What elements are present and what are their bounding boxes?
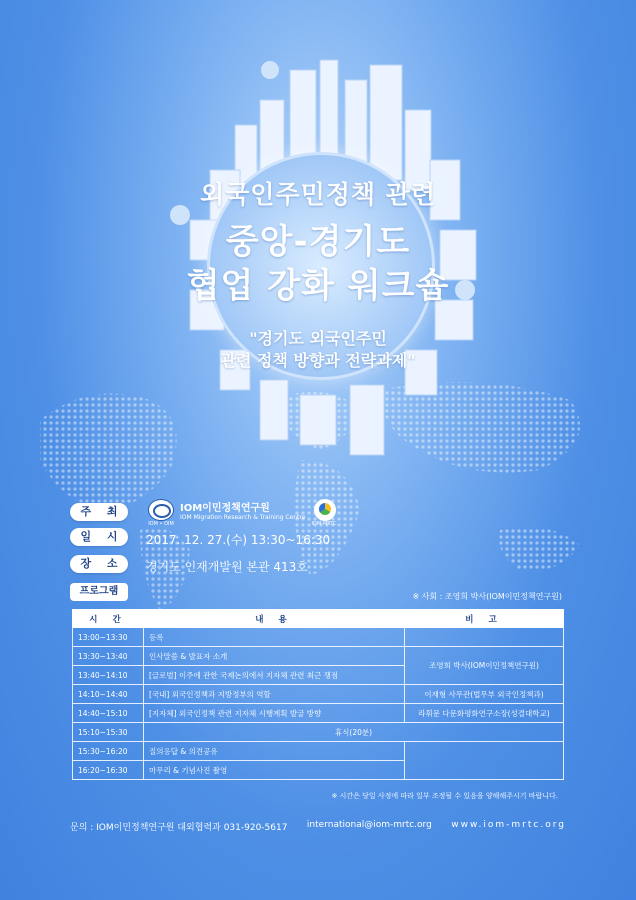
contact-email[interactable]: international@iom-mrtc.org bbox=[306, 820, 432, 830]
table-row bbox=[73, 742, 564, 761]
row-note bbox=[405, 742, 564, 780]
schedule-footnote: ※ 시간은 당일 사정에 따라 일부 조정될 수 있음을 양해해주시기 바랍니다. bbox=[331, 792, 558, 800]
place-label: 장 소 bbox=[70, 555, 128, 573]
subtitle-line-1: "경기도 외국인주민 bbox=[249, 329, 387, 348]
iom-mrtc-name: IOM이민정책연구원 bbox=[180, 503, 270, 514]
iom-mrtc-emblem-icon bbox=[314, 499, 336, 521]
contact-bar bbox=[70, 820, 566, 833]
row-content: 인사말씀 & 발표자 소개 bbox=[144, 647, 405, 666]
iom-emblem-icon bbox=[148, 499, 174, 521]
table-row bbox=[73, 685, 564, 704]
contact-phone: 문의 : IOM이민정책연구원 대외협력과 031-920-5617 bbox=[70, 823, 288, 833]
row-time: 13:40~14:10 bbox=[73, 666, 144, 685]
schedule-header-row bbox=[73, 610, 564, 628]
row-time: 13:00~13:30 bbox=[73, 628, 144, 647]
table-row bbox=[73, 628, 564, 647]
subtitle-line-2: 관련 정책 방향과 전략과제" bbox=[220, 351, 416, 370]
row-time: 14:10~14:40 bbox=[73, 685, 144, 704]
row-content: 질의응답 & 의견공유 bbox=[144, 742, 405, 761]
row-time: 13:30~13:40 bbox=[73, 647, 144, 666]
row-note: 조영희 박사(IOM이민정책연구원) bbox=[405, 647, 564, 685]
iom-mrtc-english-name: IOM Migration Research & Training Centre bbox=[180, 514, 306, 521]
date-label: 일 시 bbox=[70, 528, 128, 546]
place-value: 경기도 인재개발원 본관 413호 bbox=[146, 560, 308, 574]
row-time: 16:20~16:30 bbox=[73, 761, 144, 780]
header-note: 비 고 bbox=[405, 610, 564, 628]
iom-mrtc-logo-caption: IOM-MRTC bbox=[311, 521, 337, 527]
row-content: [국내] 외국인정책과 지방정부의 역할 bbox=[144, 685, 405, 704]
row-content: 등록 bbox=[144, 628, 405, 647]
table-row bbox=[73, 704, 564, 723]
iom-logo bbox=[148, 499, 174, 527]
contact-website[interactable]: www.iom-mrtc.org bbox=[451, 820, 566, 830]
title-line-2: 중앙-경기도 bbox=[225, 222, 411, 262]
title-line-1: 외국인주민정책 관련 bbox=[199, 180, 437, 209]
schedule-table bbox=[72, 609, 564, 780]
moderator-note: ※ 사회 : 조영희 박사(IOM이민정책연구원) bbox=[412, 592, 562, 601]
header-content: 내 용 bbox=[144, 610, 405, 628]
row-time: 15:10~15:30 bbox=[73, 723, 144, 742]
date-value: 2017. 12. 27.(수) 13:30~16:30 bbox=[146, 533, 331, 547]
iom-mrtc-logo bbox=[311, 499, 336, 527]
row-content: [글로벌] 이주에 관한 국제논의에서 지자체 관련 최근 쟁점 bbox=[144, 666, 405, 685]
row-note: 라휘문 다문화평화연구소장(성결대학교) bbox=[405, 704, 564, 723]
row-time: 14:40~15:10 bbox=[73, 704, 144, 723]
row-content: 마무리 & 기념사진 촬영 bbox=[144, 761, 405, 780]
row-note: 이재형 사무관(법무부 외국인정책과) bbox=[405, 685, 564, 704]
program-label: 프로그램 bbox=[70, 583, 128, 601]
title-line-3: 협업 강화 워크숍 bbox=[186, 266, 450, 306]
iom-mrtc-logo-text bbox=[180, 504, 305, 522]
iom-logo-caption: IOM • OIM bbox=[148, 521, 174, 527]
host-label: 주 최 bbox=[70, 503, 128, 521]
row-note bbox=[405, 628, 564, 647]
row-content: [지자체] 외국인정책 관련 지자체 시행계획 발굴 방향 bbox=[144, 704, 405, 723]
table-row bbox=[73, 723, 564, 742]
table-row bbox=[73, 647, 564, 666]
header-time: 시 간 bbox=[73, 610, 144, 628]
host-logos bbox=[148, 502, 337, 527]
row-time: 15:30~16:20 bbox=[73, 742, 144, 761]
row-content: 휴식(20분) bbox=[144, 723, 564, 742]
